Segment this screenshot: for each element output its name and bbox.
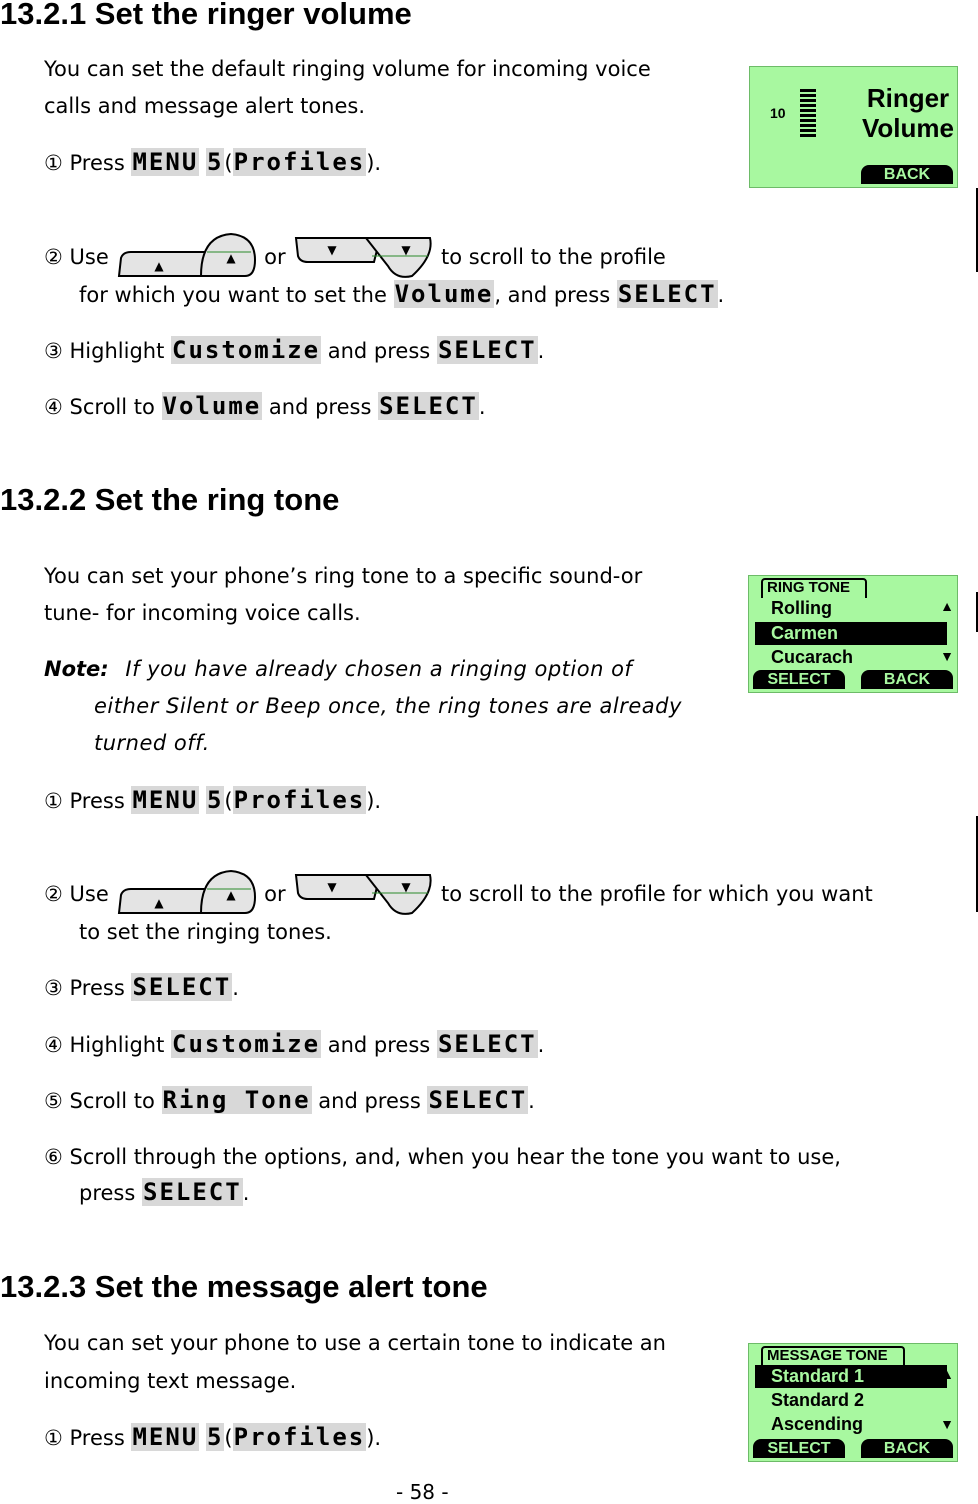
down-nav-key-icon — [292, 230, 434, 286]
message-step-1: ① Press MENU 5(Profiles). — [44, 1423, 382, 1451]
message-tone-title: MESSAGE TONE — [767, 1347, 888, 1364]
svg-text:▲: ▲ — [154, 896, 165, 910]
list-item[interactable]: Ascending — [771, 1414, 864, 1434]
customize-key: Customize — [172, 336, 321, 364]
list-item[interactable]: Standard 2 — [771, 1390, 865, 1410]
ringtone-step-2-cont: to set the ringing tones. — [79, 920, 332, 944]
ringtone-step-5: ⑤ Scroll to Ring Tone and press SELECT. — [44, 1086, 535, 1114]
svg-text:▲: ▲ — [226, 251, 237, 265]
back-softkey[interactable]: BACK — [861, 1439, 953, 1458]
ringtone-intro-line2: tune- for incoming voice calls. — [44, 601, 361, 625]
key-5: 5 — [206, 148, 224, 176]
message-intro-line1: You can set your phone to use a certain tone to indicate an — [44, 1331, 666, 1355]
ringtone-step-6-cont: press SELECT. — [79, 1178, 250, 1206]
ringtone-step-2: ② Use ▲ ▲ or ▼ ▼ to scroll to the profile for which you want — [44, 867, 873, 923]
list-item-selected[interactable]: Standard 1 — [771, 1366, 865, 1386]
ringtone-note-line2: either Silent or Beep once, the ring tones are already — [94, 694, 682, 718]
volume-level: 10 — [770, 105, 786, 121]
up-nav-key-icon — [115, 230, 257, 286]
ring-tone-screen — [748, 575, 958, 693]
message-intro-line2: incoming text message. — [44, 1369, 297, 1393]
select-softkey[interactable]: SELECT — [753, 670, 845, 689]
volume-step-2-cont: for which you want to set the Volume, and press SELECT. — [79, 280, 725, 308]
ringtone-intro-line1: You can set your phone’s ring tone to a specific sound-or — [44, 564, 643, 588]
key-5: 5 — [206, 1423, 224, 1451]
menu-key: MENU — [132, 148, 199, 176]
scroll-up-icon: ▲ — [940, 1366, 954, 1382]
volume-step-2: ② Use ▲ ▲ or ▼ ▼ to scroll to the profile — [44, 230, 666, 286]
profiles-key: Profiles — [233, 786, 366, 814]
select-key: SELECT — [428, 1086, 528, 1114]
back-softkey[interactable]: BACK — [861, 165, 953, 184]
ring-tone-key: Ring Tone — [162, 1086, 311, 1114]
svg-text:▼: ▼ — [327, 880, 337, 894]
list-item[interactable]: Cucarach — [771, 647, 854, 667]
profiles-key: Profiles — [233, 1423, 366, 1451]
ringtone-step-4: ④ Highlight Customize and press SELECT. — [44, 1030, 545, 1058]
ringtone-note: Note: If you have already chosen a ringing option of — [44, 657, 633, 681]
volume-intro-line1: You can set the default ringing volume for incoming voice — [44, 57, 651, 81]
volume-key: Volume — [394, 280, 494, 308]
list-item-selected[interactable]: Carmen — [771, 623, 839, 643]
svg-text:▼: ▼ — [401, 243, 411, 257]
ringtone-step-1: ① Press MENU 5(Profiles). — [44, 786, 382, 814]
select-softkey[interactable]: SELECT — [753, 1439, 845, 1458]
profiles-key: Profiles — [233, 148, 366, 176]
svg-text:▼: ▼ — [327, 243, 337, 257]
select-key: SELECT — [617, 280, 717, 308]
ringtone-step-6: ⑥ Scroll through the options, and, when you hear the tone you want to use, — [44, 1145, 841, 1169]
note-label: Note: — [44, 657, 109, 681]
select-key: SELECT — [437, 1030, 537, 1058]
page-number: - 58 - — [396, 1480, 449, 1504]
ringer-volume-title: Ringer Volume — [862, 83, 954, 143]
select-key: SELECT — [132, 973, 232, 1001]
select-key: SELECT — [437, 336, 537, 364]
volume-bars — [800, 89, 816, 139]
scroll-down-icon: ▼ — [940, 1416, 954, 1432]
section-heading-volume: 13.2.1 Set the ringer volume — [0, 0, 412, 31]
select-key: SELECT — [379, 392, 478, 420]
ringer-volume-screen — [749, 66, 958, 188]
volume-step-3: ③ Highlight Customize and press SELECT. — [44, 336, 545, 364]
ring-tone-title: RING TONE — [767, 579, 851, 596]
up-nav-key-icon — [115, 867, 257, 923]
list-item[interactable]: Rolling — [771, 598, 832, 618]
section-heading-ringtone: 13.2.2 Set the ring tone — [0, 482, 340, 517]
back-softkey[interactable]: BACK — [861, 670, 953, 689]
scroll-down-icon: ▼ — [940, 648, 954, 664]
volume-intro-line2: calls and message alert tones. — [44, 94, 366, 118]
scroll-up-icon: ▲ — [940, 598, 954, 614]
svg-text:▲: ▲ — [154, 259, 165, 273]
svg-text:▲: ▲ — [226, 888, 237, 902]
menu-key: MENU — [132, 786, 199, 814]
volume-step-1: ① Press MENU 5(Profiles). — [44, 148, 382, 176]
section-heading-message: 13.2.3 Set the message alert tone — [0, 1269, 488, 1304]
volume-step-4: ④ Scroll to Volume and press SELECT. — [44, 392, 486, 420]
menu-key: MENU — [132, 1423, 199, 1451]
ringtone-step-3: ③ Press SELECT. — [44, 973, 239, 1001]
volume-key: Volume — [162, 392, 262, 420]
customize-key: Customize — [172, 1030, 321, 1058]
svg-text:▼: ▼ — [401, 880, 411, 894]
key-5: 5 — [206, 786, 224, 814]
down-nav-key-icon — [292, 867, 434, 923]
message-tone-screen — [748, 1343, 958, 1462]
ringtone-note-line3: turned off. — [94, 731, 210, 755]
select-key: SELECT — [143, 1178, 242, 1206]
